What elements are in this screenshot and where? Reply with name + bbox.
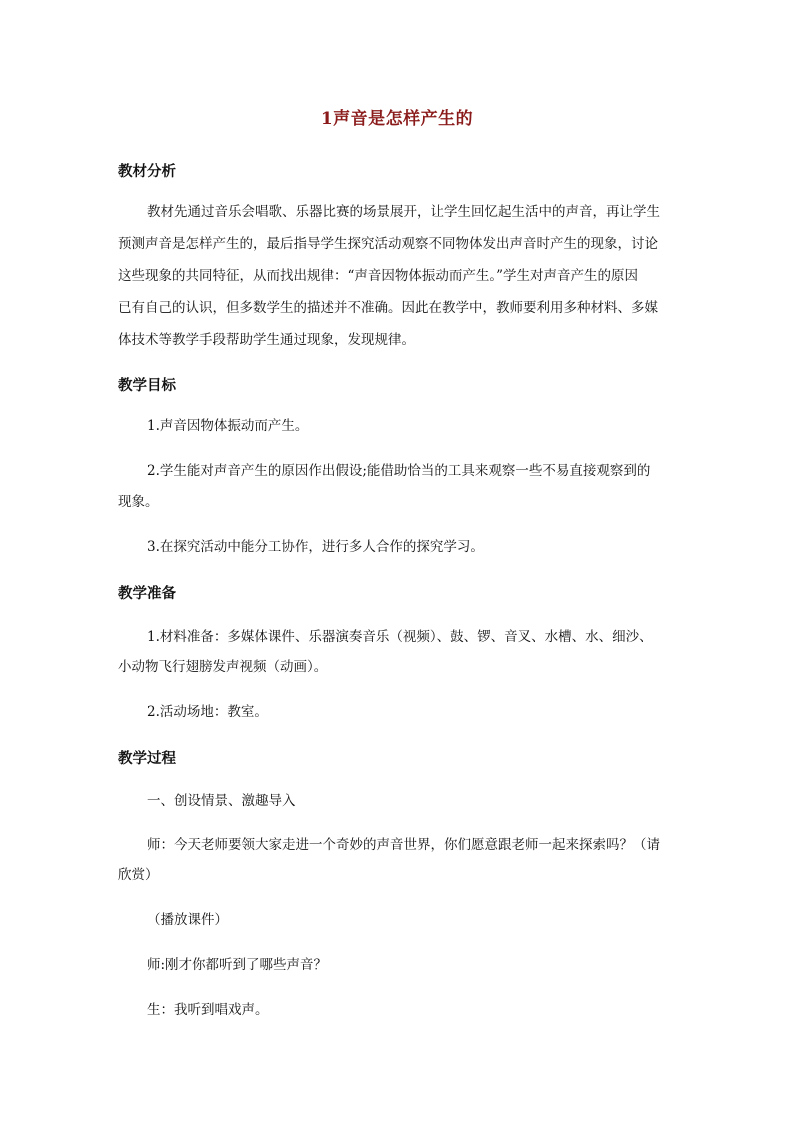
section-heading-analysis: 教材分析 xyxy=(118,164,176,180)
goal-item-3: 3.在探究活动中能分工协作，进行多人合作的探究学习。 xyxy=(147,539,484,555)
document-title: 1声音是怎样产生的 xyxy=(320,109,474,129)
prep-item-1-line-1: 1.材料准备：多媒体课件、乐器演奏音乐（视频）、鼓、锣、音叉、水槽、水、细沙、 xyxy=(147,629,653,645)
goal-item-2-line-1: 2.学生能对声音产生的原因作出假设;能借助恰当的工具来观察一些不易直接观察到的 xyxy=(147,463,651,479)
prep-item-1-line-2: 小动物飞行翅膀发声视频（动画）。 xyxy=(118,659,328,675)
play-note: （播放课件） xyxy=(147,912,228,928)
goal-item-2-line-2: 现象。 xyxy=(118,494,159,510)
teacher-line-1-cont: 欣赏） xyxy=(118,867,159,883)
teacher-line-2: 师:刚才你都听到了哪些声音？ xyxy=(147,957,328,973)
process-step-1: 一、创设情景、激趣导入 xyxy=(147,793,296,809)
teacher-line-1: 师：今天老师要领大家走进一个奇妙的声音世界，你们愿意跟老师一起来探索吗？（请 xyxy=(147,837,660,853)
analysis-line-3: 这些现象的共同特征，从而找出规律：“声音因物体振动而产生。”学生对声音产生的原因 xyxy=(118,268,639,284)
analysis-line-2: 预测声音是怎样产生的，最后指导学生探究活动观察不同物体发出声音时产生的现象，讨论 xyxy=(118,236,658,252)
analysis-line-4: 已有自己的认识，但多数学生的描述并不准确。因此在教学中，教师要利用多种材料、多媒 xyxy=(118,300,658,316)
goal-item-1: 1.声音因物体振动而产生。 xyxy=(147,418,309,434)
section-heading-goals: 教学目标 xyxy=(118,378,176,394)
section-heading-process: 教学过程 xyxy=(118,751,176,767)
analysis-line-1: 教材先通过音乐会唱歌、乐器比赛的场景展开，让学生回忆起生活中的声音，再让学生 xyxy=(147,204,660,220)
analysis-line-5: 体技术等教学手段帮助学生通过现象，发现规律。 xyxy=(118,332,415,348)
section-heading-prep: 教学准备 xyxy=(118,586,176,602)
student-line-1: 生：我听到唱戏声。 xyxy=(147,1002,269,1018)
prep-item-2: 2.活动场地：教室。 xyxy=(147,704,268,720)
